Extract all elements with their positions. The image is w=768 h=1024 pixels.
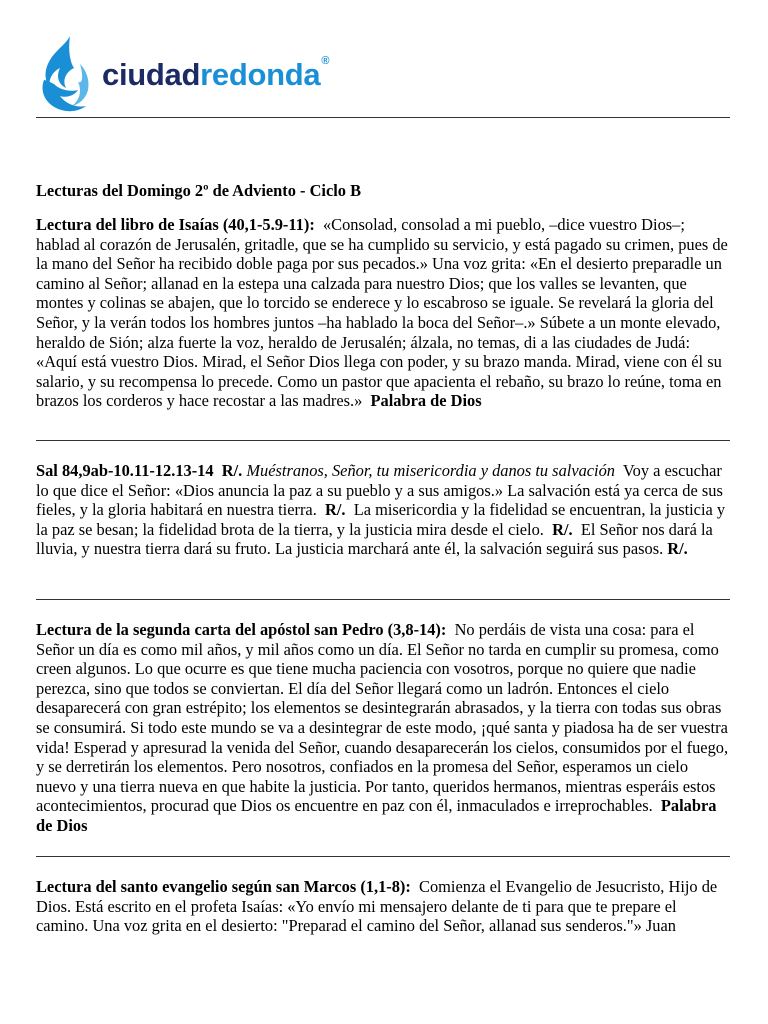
psalm-marker-2: R/. — [552, 519, 573, 539]
gospel-heading: Lectura del santo evangelio según san Marcos (1,1-8): — [36, 877, 411, 896]
reading-second-heading: Lectura de la segunda carta del apóstol san Pedro (3,8-14): — [36, 620, 447, 639]
site-logo[interactable] — [36, 34, 329, 114]
reading-second — [36, 620, 732, 836]
reading-first-closing: Palabra de Dios — [370, 391, 482, 411]
logo-registered-mark: ® — [321, 55, 330, 67]
section-divider — [36, 856, 730, 857]
reading-first — [36, 215, 732, 411]
psalm-response-marker: R/. — [221, 461, 243, 480]
reading-second-text: No perdáis de vista una cosa: para el Señor un día es como mil años, y mil años como un día. El Señor no tarda en cumplir su promesa, como creen algunos. Lo que ocurre es que tiene mucha paciencia con vosotros, porque no quiere que nadie perezca, sino que todos se conviertan. El día del Señor llegará como un ladrón. Entonces el cielo desaparecerá con gran estrépito; los elementos se desintegrarán abrasados, y la tierra con todas sus obras se consumirá. Si todo este mundo se va a desintegrar de este modo, ¡qué santa y piadosa ha de ser vuestra vida! Esperad y apresurad la venida del Señor, cuando desaparecerán los cielos, consumidos por el fuego, y se derretirán los elementos. Pero nosotros, confiados en la promesa del Señor, esperamos un cielo nuevo y una tierra nueva en que habite la justicia. Por tanto, queridos hermanos, mientras esperáis estos acontecimientos, procurad que Dios os encuentre en paz con él, inmaculados e irreprochables. — [36, 620, 729, 816]
psalm-heading: Sal 84,9ab-10.11-12.13-14 — [36, 461, 214, 480]
psalm-verse-3: El Señor nos dará la lluvia, y nuestra tierra dará su fruto. La justicia marchará ante él, la salvación seguirá sus pasos. — [36, 519, 713, 559]
psalm-verse-1: Voy a escuchar lo que dice el Señor: «Dios anuncia la paz a su pueblo y a sus amigos.» La salvación está ya cerca de sus fieles, y la gloria habitará en nuestra tierra. — [36, 461, 723, 520]
logo-text-redonda: redonda — [200, 57, 321, 92]
header-divider — [36, 117, 730, 118]
reading-second-closing: Palabra de Dios — [36, 796, 717, 835]
section-divider — [36, 440, 730, 441]
reading-first-text: «Consolad, consolad a mi pueblo, –dice vuestro Dios–; hablad al corazón de Jerusalén, gritadle, que se ha cumplido su servicio, y está pagado su crimen, pues de la mano del Señor ha recibido doble paga por sus pecados.» Una voz grita: «En el desierto preparadle un camino al Señor; allanad en la estepa una calzada para nuestro Dios; que los valles se levanten, que montes y colinas se abajen, que lo torcido se enderece y lo escabroso se iguale. Se revelará la gloria del Señor, y la verán todos los hombres juntos –ha hablado la boca del Señor–.» Súbete a un monte elevado, heraldo de Sión; alza fuerte la voz, heraldo de Jerusalén; álzala, no temas, di a las ciudades de Judá: «Aquí está vuestro Dios. Mirad, el Señor Dios llega con poder, y su brazo manda. Mirad, viene con él su salario, y su recompensa lo precede. Como un pastor que apacienta el rebaño, su brazo lo reúne, toma en brazos los corderos y hace recostar a las madres.» — [36, 215, 728, 411]
psalm-marker-3: R/. — [667, 539, 688, 559]
logo-text-ciudad: ciudad — [102, 57, 201, 92]
reading-first-heading: Lectura del libro de Isaías (40,1-5.9-11): — [36, 215, 315, 234]
page-title: Lecturas del Domingo 2º de Adviento - Ciclo B — [36, 181, 362, 200]
reading-gospel — [36, 877, 732, 936]
section-divider — [36, 599, 730, 600]
logo-flame-icon — [36, 34, 98, 114]
psalm-marker-1: R/. — [325, 500, 346, 520]
reading-psalm — [36, 461, 732, 559]
gospel-text: Comienza el Evangelio de Jesucristo, Hijo de Dios. Está escrito en el profeta Isaías: «Yo envío mi mensajero delante de ti para que te prepare el camino. Una voz grita en el desierto: "Preparad el camino del Señor, allanad sus senderos."» Juan — [36, 877, 718, 936]
psalm-response-text: Muéstranos, Señor, tu misericordia y danos tu salvación — [246, 461, 616, 480]
psalm-verse-2: La misericordia y la fidelidad se encuentran, la justicia y la paz se besan; la fidelidad brota de la tierra, y la justicia mira desde el cielo. — [36, 500, 726, 539]
